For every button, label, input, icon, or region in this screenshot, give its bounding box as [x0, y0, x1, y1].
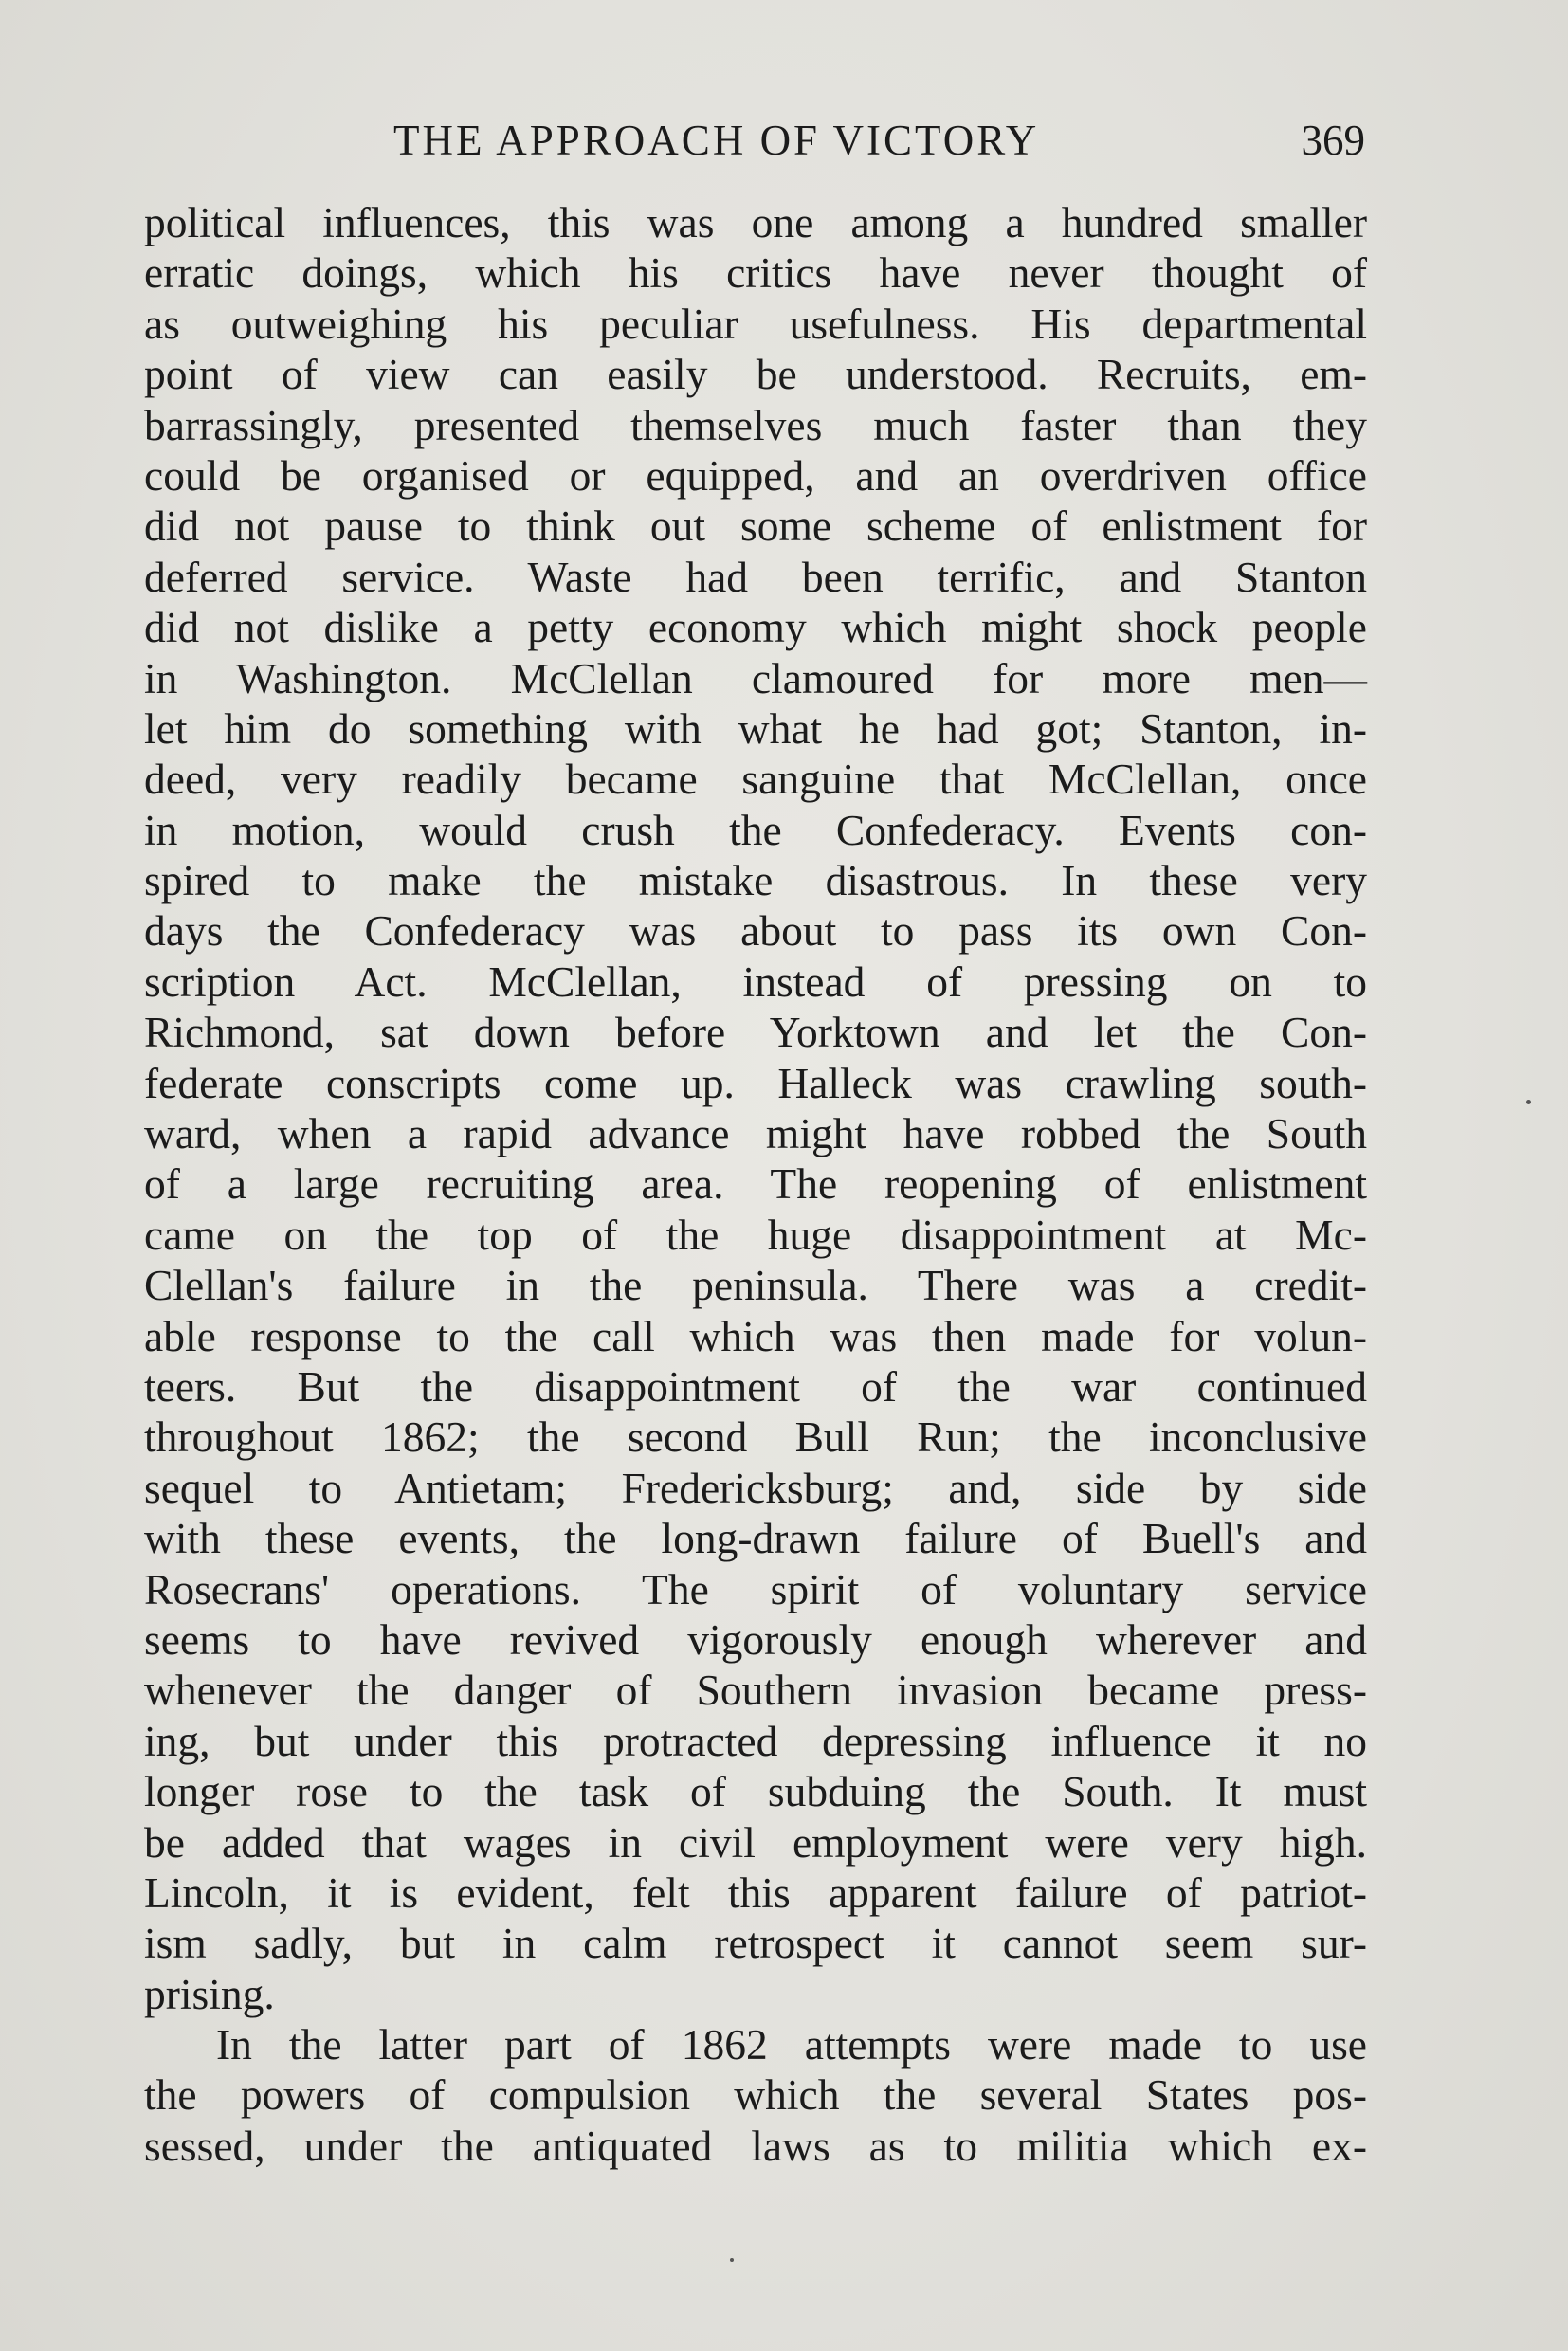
paragraph-2	[144, 2019, 1367, 2171]
text-line: did not dislike a petty economy which might shock people	[144, 603, 1367, 652]
text-line: in motion, would crush the Confederacy. Events con-	[144, 805, 1367, 854]
text-line: came on the top of the huge disappointment at Mc-	[144, 1210, 1367, 1259]
text-line: longer rose to the task of subduing the South. It must	[144, 1767, 1367, 1816]
text-line: seems to have revived vigorously enough wherever and	[144, 1614, 1367, 1664]
text-line: sessed, under the antiquated laws as to militia which ex-	[144, 2121, 1367, 2170]
text-line: did not pause to think out some scheme of enlistment for	[144, 501, 1367, 551]
paragraph-1	[144, 197, 1367, 2019]
running-head	[142, 112, 1365, 169]
text-line: be added that wages in civil employment were very high.	[144, 1817, 1367, 1867]
text-line: erratic doings, which his critics have never thought of	[144, 248, 1367, 298]
text-line: Richmond, sat down before Yorktown and let the Con-	[144, 1008, 1367, 1057]
text-line: Lincoln, it is evident, felt this apparent failure of patriot-	[144, 1868, 1367, 1917]
text-line: In the latter part of 1862 attempts were made to use	[216, 2020, 1367, 2069]
running-title: THE APPROACH OF VICTORY	[393, 117, 1040, 164]
text-line: spired to make the mistake disastrous. In these very	[144, 856, 1367, 905]
text-line: could be organised or equipped, and an overdriven office	[144, 450, 1367, 500]
text-line: with these events, the long-drawn failure of Buell's and	[144, 1514, 1367, 1563]
text-line: prising.	[144, 1969, 275, 2018]
text-line: barrassingly, presented themselves much faster than they	[144, 400, 1367, 449]
text-line: Rosecrans' operations. The spirit of voluntary service	[144, 1564, 1367, 1613]
text-line: deferred service. Waste had been terrific, and Stanton	[144, 552, 1367, 601]
text-line: political influences, this was one among a hundred smaller	[144, 198, 1367, 246]
text-line: as outweighing his peculiar usefulness. His departmental	[144, 299, 1367, 348]
text-line: throughout 1862; the second Bull Run; the inconclusive	[144, 1412, 1367, 1462]
text-line: whenever the danger of Southern invasion became press-	[144, 1666, 1367, 1715]
text-line: sequel to Antietam; Fredericksburg; and, side by side	[144, 1463, 1367, 1512]
page-number: 369	[1301, 117, 1365, 164]
text-line: days the Confederacy was about to pass its own Con-	[144, 906, 1367, 956]
text-line: able response to the call which was then made for volun-	[144, 1311, 1367, 1360]
text-line: point of view can easily be understood. Recruits, em-	[144, 350, 1367, 399]
text-line: scription Act. McClellan, instead of pressing on to	[144, 957, 1367, 1006]
body-text	[144, 197, 1367, 2171]
text-line: deed, very readily became sanguine that McClellan, once	[144, 755, 1367, 804]
text-line: ism sadly, but in calm retrospect it cannot seem sur-	[144, 1919, 1367, 1968]
text-line: of a large recruiting area. The reopening of enlistment	[144, 1159, 1367, 1209]
text-line: ing, but under this protracted depressing influence it no	[144, 1716, 1367, 1765]
paper-speck	[1526, 1100, 1531, 1104]
paper-speck	[730, 2258, 734, 2262]
text-line: teers. But the disappointment of the war continued	[144, 1361, 1367, 1411]
text-line: the powers of compulsion which the several States pos-	[144, 2070, 1367, 2120]
text-line: federate conscripts come up. Halleck was crawling south-	[144, 1058, 1367, 1107]
text-line: in Washington. McClellan clamoured for more men—	[144, 653, 1367, 702]
text-line: Clellan's failure in the peninsula. There was a credit-	[144, 1261, 1367, 1310]
text-line: let him do something with what he had got; Stanton, in-	[144, 703, 1367, 753]
text-line: ward, when a rapid advance might have robbed the South	[144, 1109, 1367, 1158]
